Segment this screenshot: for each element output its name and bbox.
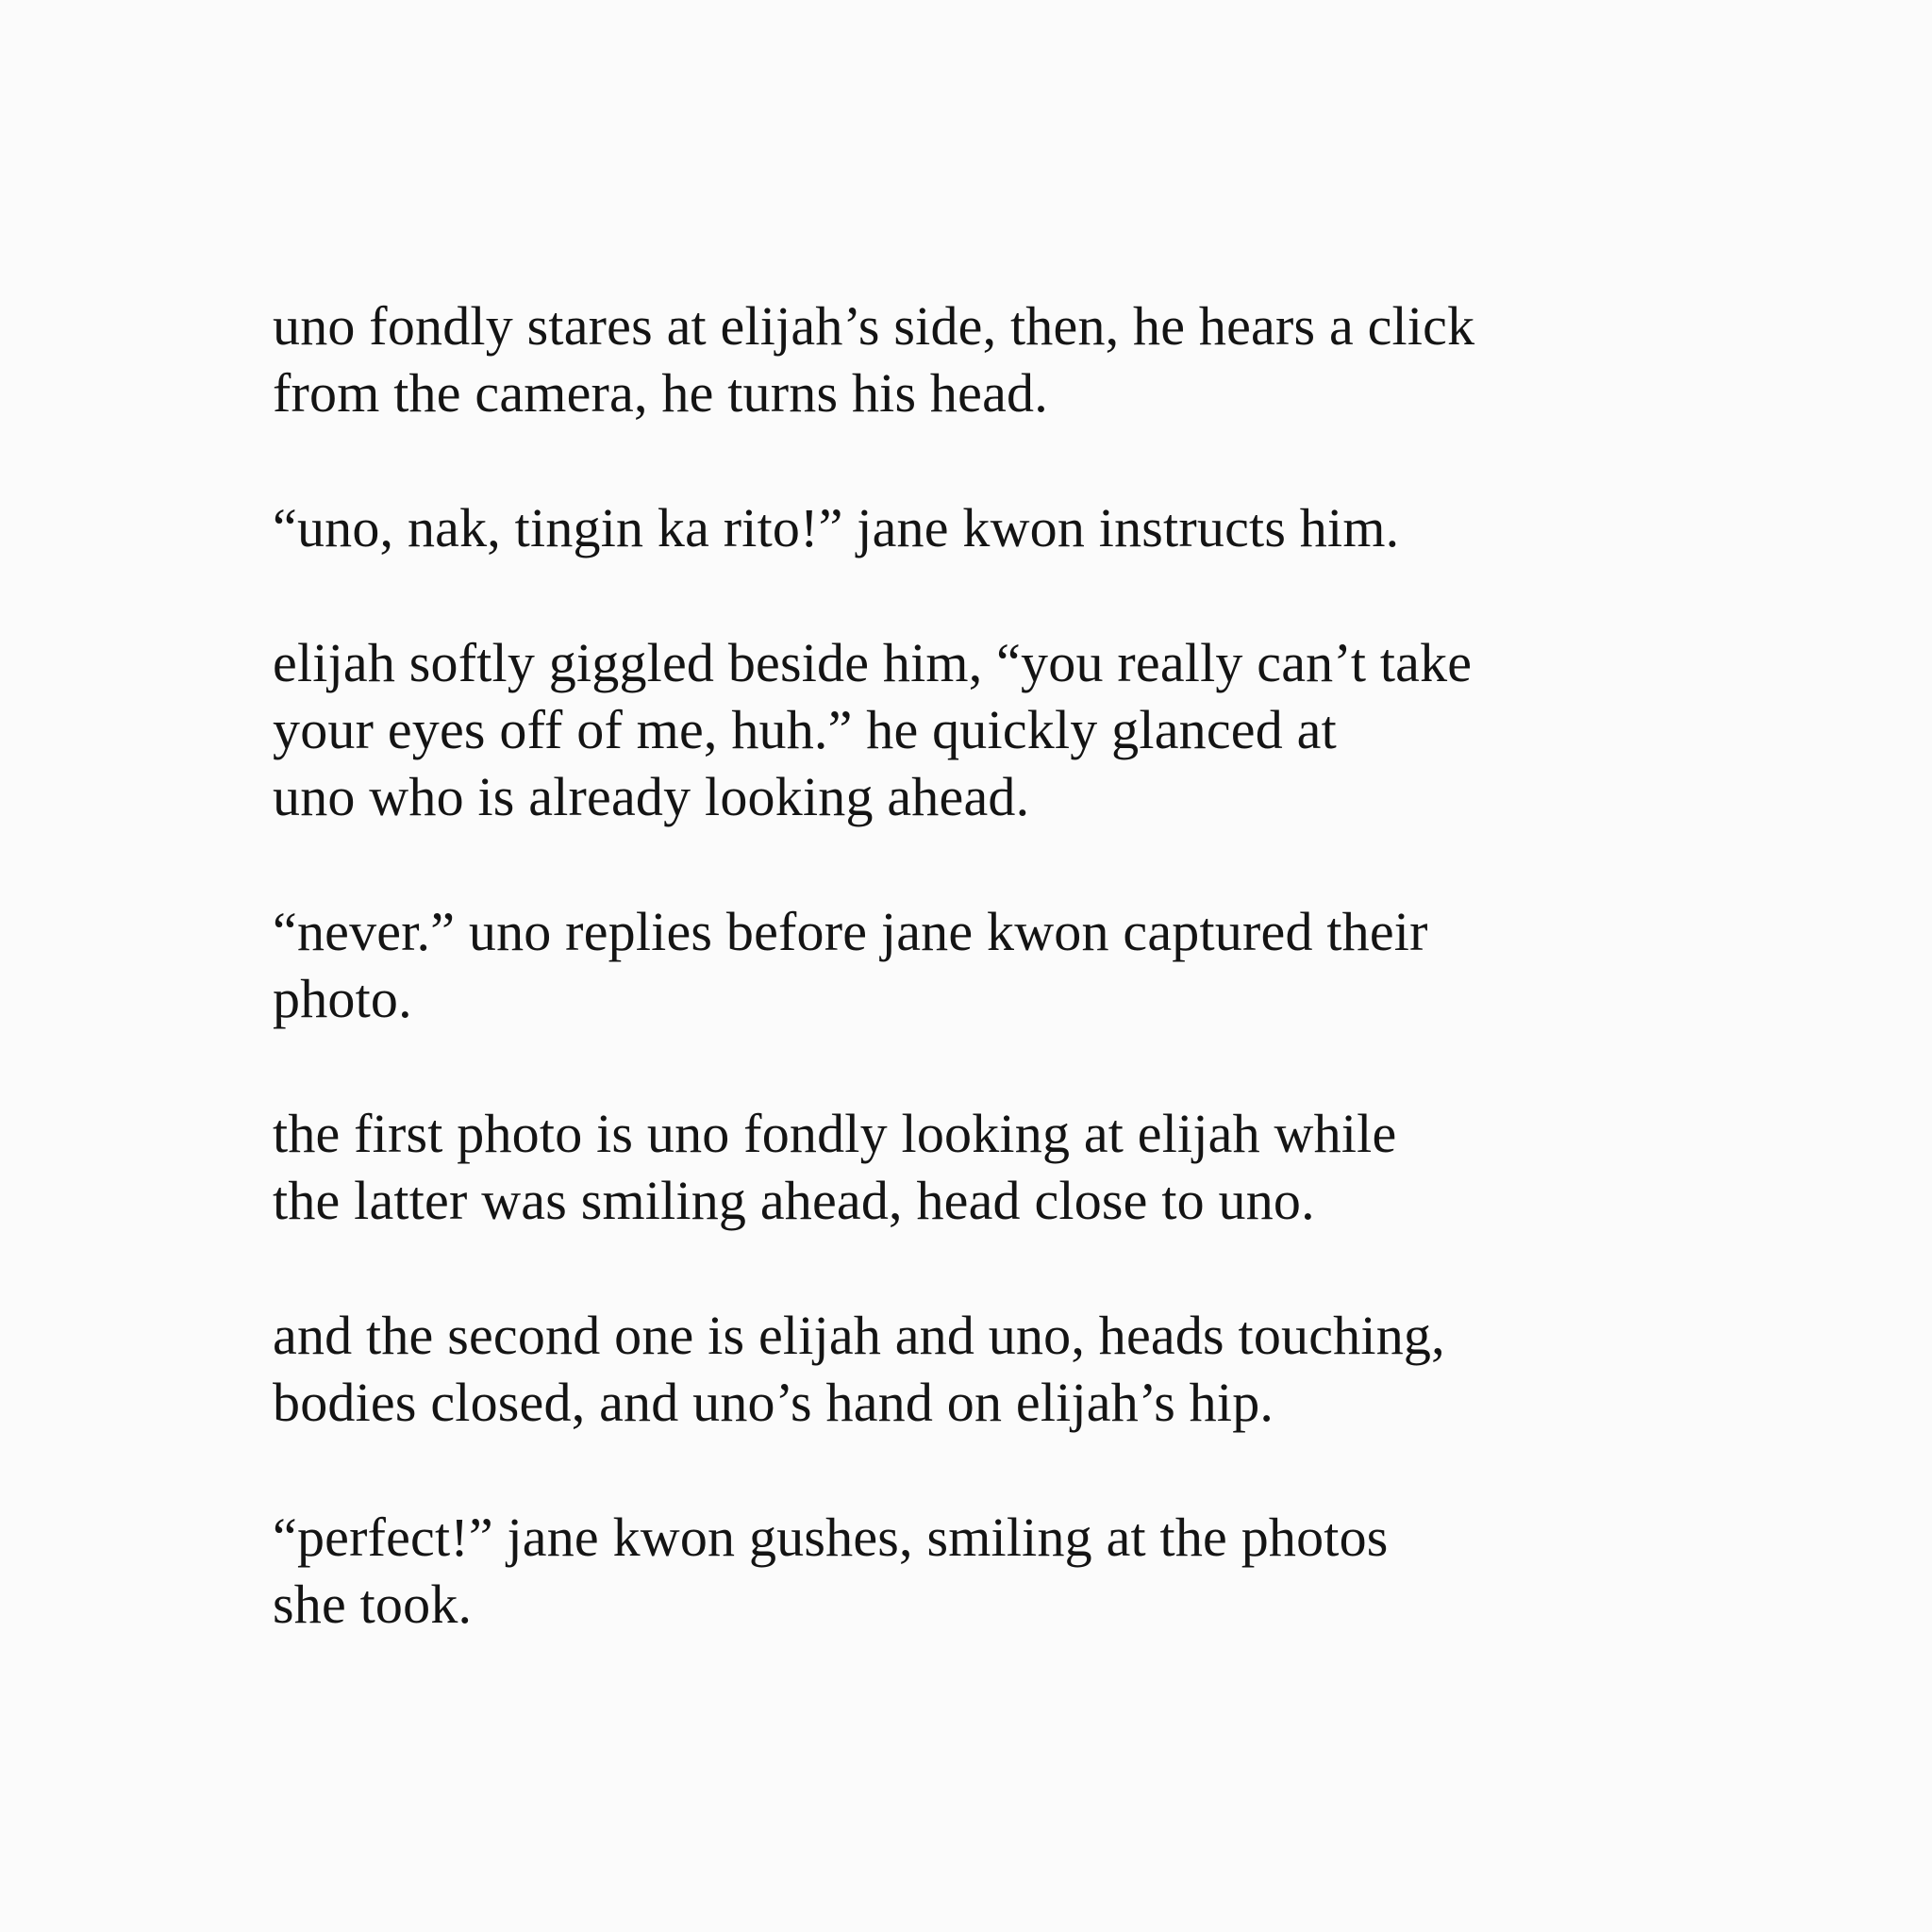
text-line: elijah softly giggled beside him, “you really can’t take — [273, 632, 1473, 693]
text-line: and the second one is elijah and uno, heads touching, — [273, 1305, 1445, 1366]
text-line: your eyes off of me, huh.” he quickly glanced at — [273, 699, 1337, 760]
text-line: “perfect!” jane kwon gushes, smiling at the photos — [273, 1507, 1389, 1568]
paragraph-3 — [273, 629, 1688, 830]
paragraph-1 — [273, 292, 1688, 426]
paragraph-5 — [273, 1100, 1688, 1234]
paragraph-6 — [273, 1302, 1688, 1436]
paragraph-4 — [273, 898, 1688, 1032]
text-line: from the camera, he turns his head. — [273, 362, 1048, 424]
text-line: bodies closed, and uno’s hand on elijah’s hip. — [273, 1372, 1274, 1433]
text-line: she took. — [273, 1574, 473, 1635]
paragraph-2 — [273, 494, 1688, 561]
paragraph-7 — [273, 1504, 1688, 1638]
text-line: the latter was smiling ahead, head close to uno. — [273, 1170, 1315, 1231]
story-text — [273, 292, 1688, 1638]
text-line: the first photo is uno fondly looking at elijah while — [273, 1103, 1397, 1164]
text-line: uno who is already looking ahead. — [273, 766, 1030, 827]
text-line: uno fondly stares at elijah’s side, then, he hears a click — [273, 295, 1475, 357]
text-line: photo. — [273, 968, 412, 1029]
text-line: “uno, nak, tingin ka rito!” jane kwon instructs him. — [273, 497, 1400, 558]
text-line: “never.” uno replies before jane kwon captured their — [273, 901, 1428, 962]
